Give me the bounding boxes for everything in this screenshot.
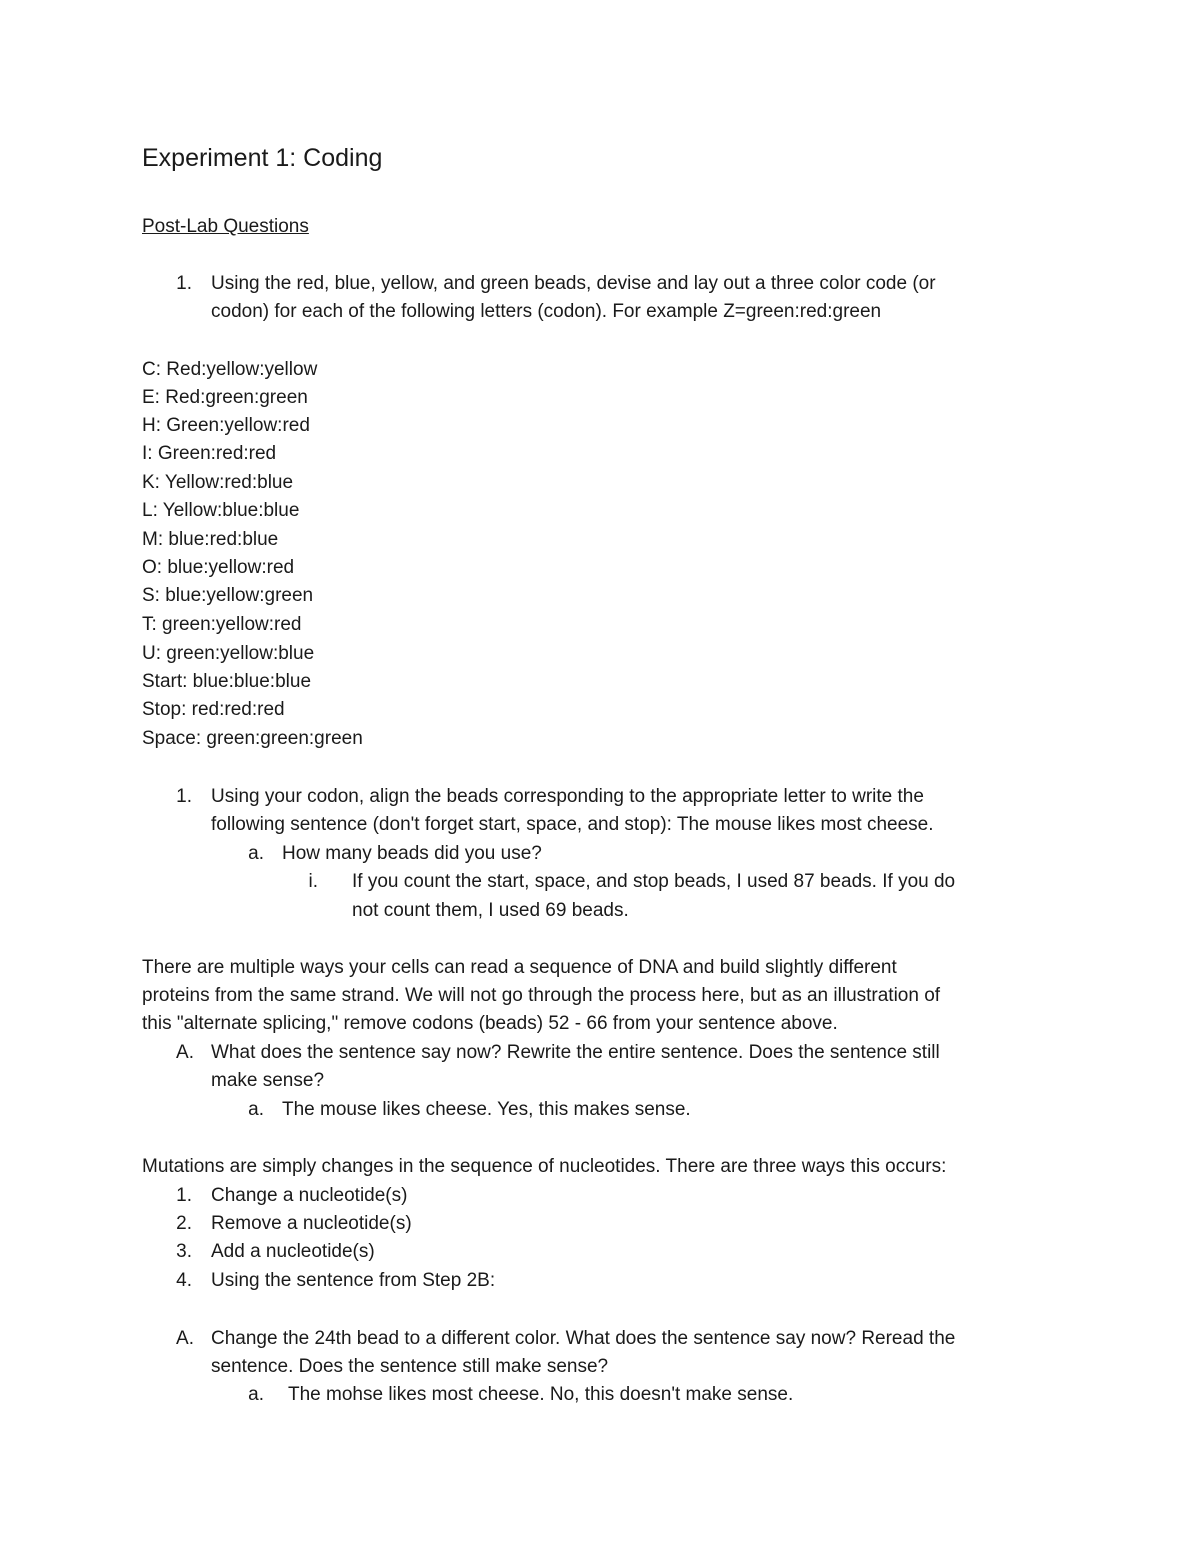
paragraph-text: There are multiple ways your cells can read a sequence of DNA and build slightly different xyxy=(142,957,897,978)
codon-line: O: blue:yellow:red xyxy=(142,557,295,578)
list-marker: 1. xyxy=(176,1185,192,1206)
question-text: following sentence (don't forget start, space, and stop): The mouse likes most cheese. xyxy=(211,814,934,835)
list-marker: a. xyxy=(248,1384,264,1405)
question-text: Using your codon, align the beads corresponding to the appropriate letter to write the xyxy=(211,786,924,807)
codon-line: Start: blue:blue:blue xyxy=(142,671,312,692)
sub-question-text: How many beads did you use? xyxy=(282,843,542,864)
list-item-text: Add a nucleotide(s) xyxy=(211,1241,375,1262)
codon-line: T: green:yellow:red xyxy=(142,614,302,635)
list-marker: i. xyxy=(308,871,318,892)
codon-line: S: blue:yellow:green xyxy=(142,585,314,606)
list-marker: a. xyxy=(248,1099,264,1120)
list-marker: 1. xyxy=(176,273,192,294)
codon-line: C: Red:yellow:yellow xyxy=(142,359,318,380)
answer-text: The mouse likes cheese. Yes, this makes sense. xyxy=(282,1099,691,1120)
list-marker: 3. xyxy=(176,1241,192,1262)
question-text: codon) for each of the following letters (codon). For example Z=green:red:green xyxy=(211,301,882,322)
answer-text: If you count the start, space, and stop beads, I used 87 beads. If you do xyxy=(352,871,956,892)
list-marker: 2. xyxy=(176,1213,192,1234)
codon-line: I: Green:red:red xyxy=(142,443,277,464)
answer-text: not count them, I used 69 beads. xyxy=(352,900,629,921)
paragraph-text: Mutations are simply changes in the sequence of nucleotides. There are three ways this occurs: xyxy=(142,1156,947,1177)
codon-line: U: green:yellow:blue xyxy=(142,643,315,664)
section-heading: Post-Lab Questions xyxy=(142,216,309,237)
page-title: Experiment 1: Coding xyxy=(142,144,383,172)
list-marker: a. xyxy=(248,843,264,864)
codon-line: M: blue:red:blue xyxy=(142,529,279,550)
question-text: make sense? xyxy=(211,1070,325,1091)
list-marker: 1. xyxy=(176,786,192,807)
question-text: What does the sentence say now? Rewrite the entire sentence. Does the sentence still xyxy=(211,1042,940,1063)
codon-line: Stop: red:red:red xyxy=(142,699,285,720)
question-text: Change the 24th bead to a different color. What does the sentence say now? Reread the xyxy=(211,1328,956,1349)
codon-line: K: Yellow:red:blue xyxy=(142,472,294,493)
list-marker: 4. xyxy=(176,1270,192,1291)
paragraph-text: this "alternate splicing," remove codons (beads) 52 - 66 from your sentence above. xyxy=(142,1013,838,1034)
list-item-text: Change a nucleotide(s) xyxy=(211,1185,408,1206)
codon-line: L: Yellow:blue:blue xyxy=(142,500,300,521)
answer-text: The mohse likes most cheese. No, this doesn't make sense. xyxy=(288,1384,794,1405)
question-text: Using the red, blue, yellow, and green beads, devise and lay out a three color code (or xyxy=(211,273,936,294)
paragraph-text: proteins from the same strand. We will not go through the process here, but as an illustration of xyxy=(142,985,941,1006)
list-marker: A. xyxy=(176,1042,194,1063)
codon-line: H: Green:yellow:red xyxy=(142,415,310,436)
list-marker: A. xyxy=(176,1328,194,1349)
codon-line: E: Red:green:green xyxy=(142,387,308,408)
list-item-text: Using the sentence from Step 2B: xyxy=(211,1270,496,1291)
list-item-text: Remove a nucleotide(s) xyxy=(211,1213,412,1234)
codon-line: Space: green:green:green xyxy=(142,728,363,749)
question-text: sentence. Does the sentence still make sense? xyxy=(211,1356,609,1377)
